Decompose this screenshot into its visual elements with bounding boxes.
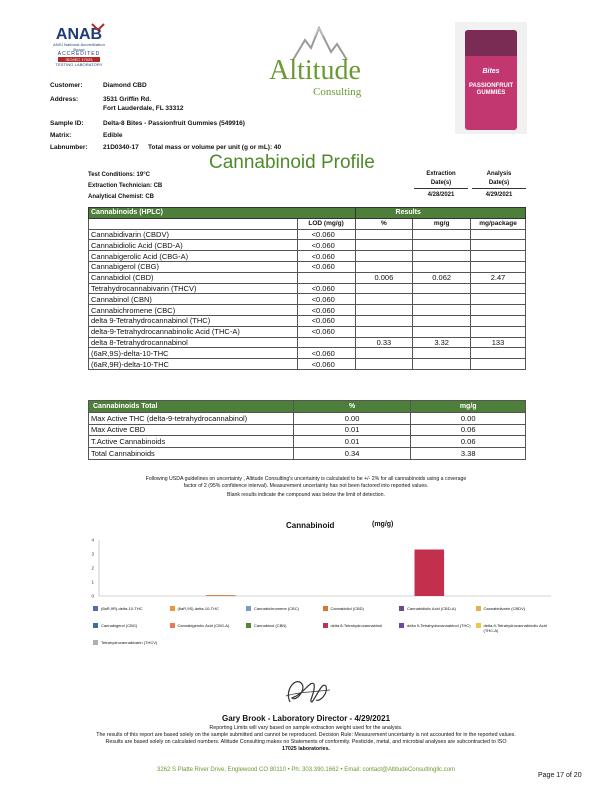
pouch-brand: Bites bbox=[482, 68, 500, 75]
customer-label: Customer: bbox=[50, 82, 83, 89]
altitude-logo bbox=[255, 22, 375, 97]
legend-item bbox=[323, 623, 396, 628]
extraction-head1: Extraction bbox=[426, 171, 456, 177]
hplc-row bbox=[89, 283, 526, 294]
hplc-col-mgpkg: mg/package bbox=[471, 218, 526, 229]
labnumber-value: 21D0340-17 bbox=[103, 144, 139, 151]
analysis-date: 4/29/2021 bbox=[485, 192, 513, 198]
legend-item bbox=[399, 623, 472, 628]
hplc-cell-pct bbox=[355, 229, 413, 240]
legend-item bbox=[93, 623, 166, 628]
hplc-cell-lod bbox=[297, 272, 355, 283]
hplc-cell-mgpkg: 2.47 bbox=[471, 272, 526, 283]
chart-bar bbox=[415, 550, 445, 597]
anab-lab: TESTING LABORATORY bbox=[55, 62, 103, 67]
hplc-col-lod: LOD (mg/g) bbox=[297, 218, 355, 229]
totals-col-pct: % bbox=[293, 401, 411, 413]
totals-cell-name: Total Cannabinoids bbox=[89, 448, 294, 460]
hplc-row bbox=[89, 251, 526, 262]
legend-swatch bbox=[93, 640, 98, 645]
hplc-cell-mgpkg bbox=[471, 359, 526, 370]
hplc-row bbox=[89, 261, 526, 272]
legend-item bbox=[323, 606, 396, 611]
fine-print-1: Reporting Limits will vary based on sample extraction weight used for the analysis. bbox=[209, 725, 403, 731]
hplc-row bbox=[89, 305, 526, 316]
hplc-cell-name: delta 8-Tetrahydrocannabinol bbox=[89, 337, 298, 348]
hplc-cell-name: (6aR,9S)-delta-10-THC bbox=[89, 348, 298, 359]
hplc-cell-pct bbox=[355, 348, 413, 359]
chart-bar bbox=[206, 595, 236, 596]
analysis-date-block bbox=[472, 170, 526, 200]
legend-swatch bbox=[323, 606, 328, 611]
legend-label: delta 9-Tetrahydrocannabinol (THC) bbox=[407, 623, 471, 628]
legend-swatch bbox=[476, 606, 481, 611]
legend-swatch bbox=[399, 623, 404, 628]
hplc-cell-lod: <0.060 bbox=[297, 315, 355, 326]
hplc-cell-name: Cannabigerolic Acid (CBG-A) bbox=[89, 251, 298, 262]
uncertainty-note-1: Following USDA guidelines on uncertainty , Altitude Consulting's uncertainty is calculated to be +/- 2% for all cannabinoids using a coverage bbox=[145, 476, 467, 482]
hplc-cell-lod: <0.060 bbox=[297, 326, 355, 337]
hplc-cell-mgg: 3.32 bbox=[413, 337, 471, 348]
totals-cell-name: Max Active CBD bbox=[89, 424, 294, 436]
legend-label: (6aR,9S)-delta-10-THC bbox=[177, 606, 219, 611]
hplc-cell-lod: <0.060 bbox=[297, 229, 355, 240]
hplc-cell-mgpkg bbox=[471, 348, 526, 359]
hplc-cell-mgpkg bbox=[471, 294, 526, 305]
legend-label: delta 8-Tetrahydrocannabinol bbox=[330, 623, 383, 628]
hplc-cell-mgpkg bbox=[471, 229, 526, 240]
legend-label: Cannabidivarin (CBDV) bbox=[483, 606, 526, 611]
hplc-cell-pct bbox=[355, 326, 413, 337]
chart-y-tick-label: 4 bbox=[91, 537, 94, 543]
hplc-cell-mgpkg bbox=[471, 283, 526, 294]
chart-y-tick-label: 3 bbox=[91, 551, 94, 557]
fine-print-3: Results are based solely on calculated numbers. Altitude Consulting makes no Statements of conformity. Pesticide, metal, and microbial analyses are subcontracted to ISO bbox=[105, 739, 507, 745]
legend-label: Tetrahydrocannabivarin (THCV) bbox=[101, 640, 158, 645]
hplc-cell-name: Cannabichromene (CBC) bbox=[89, 305, 298, 316]
legend-item bbox=[170, 623, 243, 628]
totals-cell-name: Max Active THC (delta-9-tetrahydrocannabinol) bbox=[89, 412, 294, 424]
hplc-cell-mgpkg bbox=[471, 240, 526, 251]
cannabinoid-chart bbox=[85, 532, 555, 602]
legend-label: Cannabidiolic Acid (CBD-A) bbox=[407, 606, 456, 611]
hplc-col-mgg: mg/g bbox=[413, 218, 471, 229]
hplc-cell-name: delta 9-Tetrahydrocannabinol (THC) bbox=[89, 315, 298, 326]
totals-title: Cannabinoids Total bbox=[89, 401, 294, 413]
extraction-technician: Extraction Technician: CB bbox=[88, 183, 163, 189]
legend-label: Cannabichromene (CBC) bbox=[254, 606, 299, 611]
legend-item bbox=[93, 606, 166, 611]
hplc-cell-mgg bbox=[413, 315, 471, 326]
page-number: Page 17 of 20 bbox=[538, 772, 582, 779]
hplc-cell-mgg: 0.062 bbox=[413, 272, 471, 283]
hplc-row bbox=[89, 240, 526, 251]
hplc-row bbox=[89, 229, 526, 240]
hplc-cell-mgg bbox=[413, 294, 471, 305]
hplc-cell-pct bbox=[355, 315, 413, 326]
hplc-cell-pct bbox=[355, 294, 413, 305]
hplc-cell-mgpkg bbox=[471, 261, 526, 272]
legend-label: delta-9-Tetrahydrocannabinolic Acid (THC-A) bbox=[483, 623, 547, 633]
hplc-cell-lod: <0.060 bbox=[297, 283, 355, 294]
anab-brand: ANAB bbox=[55, 26, 103, 42]
totals-cell-name: T.Active Cannabinoids bbox=[89, 436, 294, 448]
legend-swatch bbox=[170, 606, 175, 611]
legend-item bbox=[399, 606, 472, 611]
hplc-cell-name: Cannabidiol (CBD) bbox=[89, 272, 298, 283]
anab-mark-icon bbox=[48, 22, 110, 42]
matrix-value: Edible bbox=[103, 132, 123, 139]
hplc-cell-name: Cannabigerol (CBG) bbox=[89, 261, 298, 272]
address-line2: Fort Lauderdale, FL 33312 bbox=[103, 105, 184, 112]
hplc-cell-mgg bbox=[413, 348, 471, 359]
pouch-top bbox=[465, 30, 517, 56]
totals-row bbox=[89, 412, 526, 424]
extraction-date: 4/28/2021 bbox=[427, 192, 455, 198]
totals-row bbox=[89, 448, 526, 460]
hplc-cell-mgpkg bbox=[471, 315, 526, 326]
sample-id-value: Delta-8 Bites - Passionfruit Gummies (549916) bbox=[103, 120, 245, 127]
chart-title: Cannabinoid bbox=[286, 521, 335, 530]
totals-table bbox=[88, 400, 526, 460]
hplc-row bbox=[89, 272, 526, 283]
legend-item bbox=[476, 623, 549, 633]
analysis-head1: Analysis bbox=[486, 171, 512, 177]
legend-label: Cannabigerol (CBG) bbox=[101, 623, 138, 628]
director-signature bbox=[282, 672, 332, 710]
lab-address: 3262 S Platte River Drive, Englewood CO 80110 • Ph: 303.390.1662 • Email: contact@AltitudeConsultingllc.com bbox=[156, 767, 455, 773]
hplc-cell-pct bbox=[355, 261, 413, 272]
test-conditions: Test Conditions: 19°C bbox=[88, 172, 150, 178]
results-header: Results bbox=[355, 208, 525, 219]
hplc-cell-pct: 0.006 bbox=[355, 272, 413, 283]
matrix-label: Matrix: bbox=[50, 132, 72, 139]
hplc-row bbox=[89, 315, 526, 326]
anab-logo bbox=[48, 22, 110, 67]
hplc-cell-pct bbox=[355, 251, 413, 262]
hplc-cell-name: Cannabidiolic Acid (CBD-A) bbox=[89, 240, 298, 251]
totals-cell-mgg: 3.38 bbox=[411, 448, 526, 460]
customer-value: Diamond CBD bbox=[103, 82, 147, 89]
legend-swatch bbox=[170, 623, 175, 628]
legend-swatch bbox=[399, 606, 404, 611]
hplc-cell-mgg bbox=[413, 261, 471, 272]
anab-sub: ANSI National Accreditation Board bbox=[53, 42, 105, 52]
fine-print-4: 17025 laboratories. bbox=[282, 746, 330, 752]
anab-stripe: ISO/IEC 17025 bbox=[58, 57, 100, 62]
profile-title: Cannabinoid Profile bbox=[209, 152, 375, 173]
hplc-cell-pct bbox=[355, 359, 413, 370]
hplc-cell-lod: <0.060 bbox=[297, 305, 355, 316]
legend-swatch bbox=[476, 623, 481, 628]
hplc-col-name bbox=[89, 218, 298, 229]
hplc-cell-mgpkg: 133 bbox=[471, 337, 526, 348]
hplc-cell-mgpkg bbox=[471, 305, 526, 316]
altitude-name: Altitude bbox=[269, 55, 361, 86]
legend-swatch bbox=[323, 623, 328, 628]
totals-row bbox=[89, 424, 526, 436]
extraction-date-block bbox=[414, 170, 468, 200]
totals-col-mgg: mg/g bbox=[411, 401, 526, 413]
anab-accredited: ACCREDITED bbox=[57, 51, 101, 57]
hplc-cell-pct: 0.33 bbox=[355, 337, 413, 348]
hplc-cell-lod: <0.060 bbox=[297, 240, 355, 251]
chart-unit-label: (mg/g) bbox=[372, 521, 394, 528]
totals-cell-mgg: 0.06 bbox=[411, 436, 526, 448]
totals-cell-pct: 0.01 bbox=[293, 436, 411, 448]
fine-print-2: The results of this report are based solely on the sample submitted and cannot be reproduced. Decision Rule: Measurement uncertainty is not accounted for in the reported values. bbox=[96, 732, 516, 738]
totals-cell-pct: 0.00 bbox=[293, 412, 411, 424]
uncertainty-note-2: factor of 2 (95% confidence interval). Measurement uncertainty has not been factored into reported values. bbox=[183, 483, 429, 489]
chart-y-tick-label: 2 bbox=[91, 565, 94, 571]
hplc-cell-mgg bbox=[413, 283, 471, 294]
hplc-cell-mgpkg bbox=[471, 251, 526, 262]
hplc-cell-pct bbox=[355, 283, 413, 294]
chart-y-tick-label: 1 bbox=[91, 579, 94, 585]
address-label: Address: bbox=[50, 96, 79, 103]
totals-cell-pct: 0.01 bbox=[293, 424, 411, 436]
totals-cell-mgg: 0.06 bbox=[411, 424, 526, 436]
hplc-cell-lod bbox=[297, 337, 355, 348]
extraction-head2: Date(s) bbox=[414, 179, 468, 189]
legend-item bbox=[246, 606, 319, 611]
hplc-cell-mgg bbox=[413, 359, 471, 370]
analysis-head2: Date(s) bbox=[472, 179, 526, 189]
totals-cell-pct: 0.34 bbox=[293, 448, 411, 460]
hplc-title: Cannabinoids (HPLC) bbox=[89, 208, 356, 219]
altitude-sub: Consulting bbox=[313, 86, 362, 98]
labnumber-label: Labnumber: bbox=[50, 144, 88, 151]
hplc-cell-mgg bbox=[413, 326, 471, 337]
address-line1: 3531 Griffin Rd. bbox=[103, 96, 152, 103]
hplc-columns-row bbox=[89, 218, 526, 229]
blank-results-note: Blank results indicate the compound was below the limit of detection. bbox=[226, 492, 386, 498]
director-line: Gary Brook - Laboratory Director - 4/29/2021 bbox=[221, 714, 391, 723]
hplc-cell-name: Cannabinol (CBN) bbox=[89, 294, 298, 305]
hplc-cell-lod: <0.060 bbox=[297, 261, 355, 272]
analytical-chemist: Analytical Chemist: CB bbox=[88, 194, 155, 200]
hplc-cell-mgg bbox=[413, 305, 471, 316]
hplc-cell-pct bbox=[355, 305, 413, 316]
pouch-flavor: PASSIONFRUIT GUMMIES bbox=[469, 83, 514, 96]
totals-cell-mgg: 0.00 bbox=[411, 412, 526, 424]
hplc-cell-name: Tetrahydrocannabivarin (THCV) bbox=[89, 283, 298, 294]
hplc-cell-name: Cannabidivarin (CBDV) bbox=[89, 229, 298, 240]
hplc-cell-mgg bbox=[413, 251, 471, 262]
hplc-cell-pct bbox=[355, 240, 413, 251]
totals-body bbox=[89, 412, 526, 459]
hplc-cell-lod: <0.060 bbox=[297, 359, 355, 370]
legend-label: (6aR,9R)-delta-10-THC bbox=[101, 606, 143, 611]
hplc-row bbox=[89, 326, 526, 337]
legend-label: Cannabidiol (CBD) bbox=[330, 606, 364, 611]
hplc-row bbox=[89, 359, 526, 370]
hplc-cell-name: delta-9-Tetrahydrocannabinolic Acid (THC-A) bbox=[89, 326, 298, 337]
legend-swatch bbox=[93, 606, 98, 611]
hplc-header-row bbox=[89, 208, 526, 219]
hplc-cell-lod: <0.060 bbox=[297, 251, 355, 262]
legend-label: Cannabinol (CBN) bbox=[254, 623, 287, 628]
legend-item bbox=[93, 640, 166, 645]
hplc-cell-mgg bbox=[413, 229, 471, 240]
hplc-row bbox=[89, 337, 526, 348]
hplc-table bbox=[88, 207, 526, 370]
hplc-cell-lod: <0.060 bbox=[297, 294, 355, 305]
chart-y-tick-label: 0 bbox=[91, 593, 94, 599]
gummy-pouch bbox=[465, 30, 517, 130]
hplc-cell-mgg bbox=[413, 240, 471, 251]
legend-label: Cannabigerolic Acid (CBG-A) bbox=[177, 623, 230, 628]
hplc-cell-lod: <0.060 bbox=[297, 348, 355, 359]
hplc-cell-name: (6aR,9R)-delta-10-THC bbox=[89, 359, 298, 370]
legend-item bbox=[476, 606, 549, 611]
product-photo bbox=[455, 22, 527, 134]
totals-row bbox=[89, 436, 526, 448]
hplc-col-pct: % bbox=[355, 218, 413, 229]
hplc-cell-mgpkg bbox=[471, 326, 526, 337]
hplc-row bbox=[89, 294, 526, 305]
totals-header-row bbox=[89, 401, 526, 413]
pouch-label bbox=[469, 68, 513, 97]
legend-swatch bbox=[93, 623, 98, 628]
mass-text: Total mass or volume per unit (g or mL): 40 bbox=[148, 144, 282, 151]
hplc-body bbox=[89, 229, 526, 369]
legend-item bbox=[170, 606, 243, 611]
legend-swatch bbox=[246, 623, 251, 628]
hplc-row bbox=[89, 348, 526, 359]
sample-id-label: Sample ID: bbox=[50, 120, 84, 127]
legend-swatch bbox=[246, 606, 251, 611]
legend-item bbox=[246, 623, 319, 628]
